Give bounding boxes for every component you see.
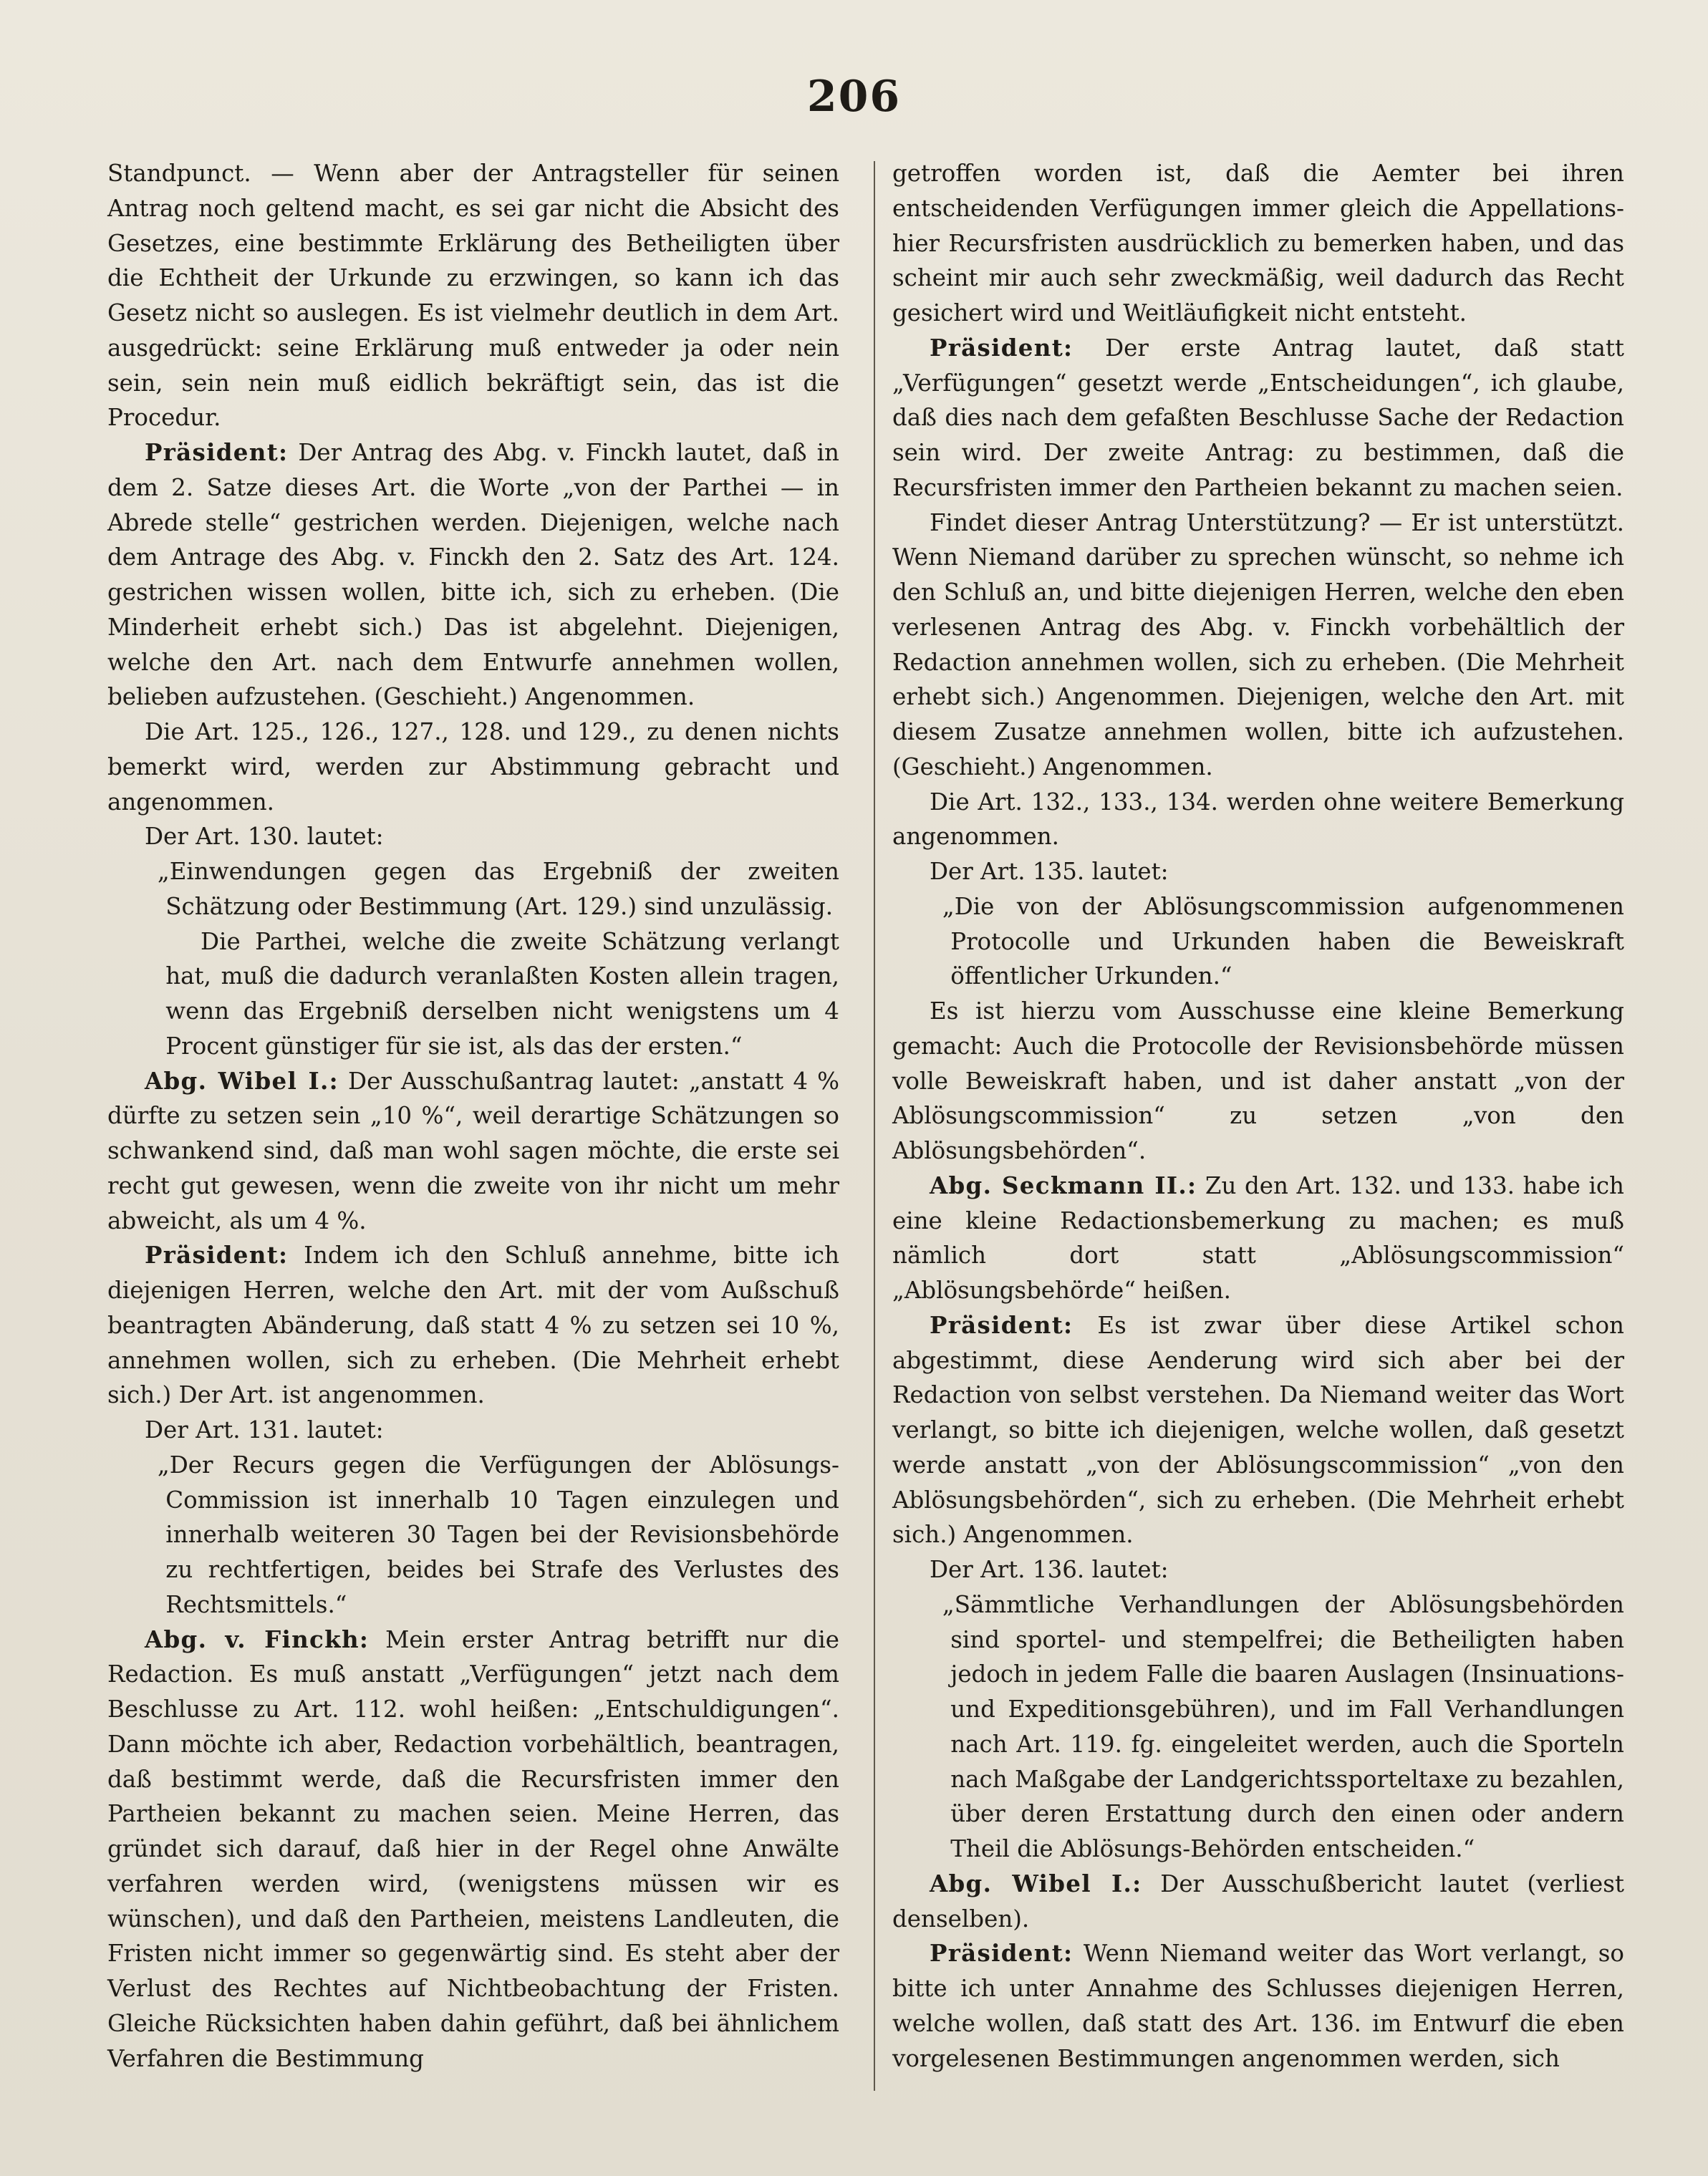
right-column-paragraph	[892, 1169, 1624, 1308]
paragraph-text: Der Antrag des Abg. v. Finckh lautet, daß in dem 2. Satze dieses Art. die Worte „von der Parthei — in Abrede stelle“ gestrichen werden. Diejenigen, welche nach dem Antrage des Abg. v. Finckh den 2. Satz des Art. 124. gestrichen wissen wollen, bitte ich, sich zu erheben. (Die Minderheit erhebt sich.) Das ist abgelehnt. Diejenigen, welche den Art. nach dem Entwurfe annehmen wollen, belieben aufzustehen. (Geschieht.) Angenommen.	[107, 439, 839, 711]
right-column-paragraph	[892, 889, 1624, 994]
paragraph-text: getroffen worden ist, daß die Aemter bei ihren entscheidenden Verfügungen immer gleich die Appellations- hier Recursfristen ausdrücklich zu bemerken haben, und das scheint mir auch sehr zweckmäßig, weil dadurch das Recht gesichert wird und Weitläufigkeit nicht entsteht.	[892, 160, 1624, 327]
left-column-paragraph	[107, 1623, 839, 2076]
speaker-name: Abg. Wibel I.:	[930, 1869, 1142, 1897]
paragraph-text: Der Art. 131. lautet:	[145, 1416, 384, 1444]
paragraph-text: Der Art. 130. lautet:	[145, 823, 384, 851]
column-divider	[874, 161, 875, 2091]
paragraph-text: Indem ich den Schluß annehme, bitte ich diejenigen Herren, welche den Art. mit der vom Außschuß beantragten Abänderung, daß statt 4 % zu setzen sei 10 %, annehmen wollen, sich zu erheben. (Die Mehrheit erhebt sich.) Der Art. ist angenommen.	[107, 1242, 840, 1409]
speaker-name: Abg. Seckmann II.:	[930, 1171, 1197, 1199]
right-column-paragraph	[892, 1867, 1624, 1937]
right-column	[892, 156, 1624, 2076]
paragraph-text: „Sämmtliche Verhandlungen der Ablösungsbehörden sind sportel- und stempelfrei; die Betheiligten haben jedoch in jedem Falle die baaren Auslagen (Insinuations- und Expeditionsgebühren), und im Fall Verhandlungen nach Art. 119. fg. eingeleitet werden, auch die Sporteln nach Maßgabe der Landgerichtssporteltaxe zu bezahlen, über deren Erstattung durch den einen oder andern Theil die Ablösungs-Behörden entscheiden.“	[942, 1590, 1624, 1862]
left-column-paragraph	[107, 854, 839, 924]
left-column-paragraph	[107, 1448, 839, 1623]
paragraph-text: „Der Recurs gegen die Verfügungen der Ablösungs-Commission ist innerhalb 10 Tagen einzulegen und innerhalb weiteren 30 Tagen bei der Revisionsbehörde zu rechtfertigen, beides bei Strafe des Verlustes des Rechtsmittels.“	[157, 1451, 839, 1618]
paragraph-text: Es ist zwar über diese Artikel schon abgestimmt, diese Aenderung wird sich aber bei der Redaction von selbst verstehen. Da Niemand weiter das Wort verlangt, so bitte ich diejenigen, welche wollen, daß gesetzt werde anstatt „von der Ablösungscommission“ „von den Ablösungsbehörden“, sich zu erheben. (Die Mehrheit erhebt sich.) Angenommen.	[892, 1311, 1624, 1549]
page-number: 206	[806, 72, 902, 122]
speaker-name: Abg. Wibel I.:	[145, 1066, 339, 1095]
paragraph-text: Es ist hierzu vom Ausschusse eine kleine Bemerkung gemacht: Auch die Protocolle der Revisionsbehörde müssen volle Beweiskraft haben, und ist daher anstatt „von der Ablösungscommission“ zu setzen „von den Ablösungsbehörden“.	[892, 997, 1624, 1164]
paragraph-text: Wenn Niemand weiter das Wort verlangt, so bitte ich unter Annahme des Schlusses diejenigen Herren, welche wollen, daß statt des Art. 136. im Entwurf die eben vorgelesenen Bestimmungen angenommen werden, sich	[892, 1940, 1624, 2072]
speaker-name: Abg. v. Finckh:	[145, 1625, 370, 1653]
right-column-paragraph	[892, 1552, 1624, 1587]
right-column-paragraph	[892, 156, 1624, 331]
speaker-name: Präsident:	[145, 438, 289, 466]
paragraph-text: Der Art. 135. lautet:	[930, 858, 1169, 885]
speaker-name: Präsident:	[930, 1310, 1073, 1339]
left-column-paragraph	[107, 819, 839, 854]
right-column-paragraph	[892, 854, 1624, 889]
left-column-paragraph	[107, 156, 839, 435]
paragraph-text: Die Parthei, welche die zweite Schätzung verlangt hat, muß die dadurch veranlaßten Kosten allein tragen, wenn das Ergebniß derselben nicht wenigstens um 4 Procent günstiger für sie ist, als das der ersten.“	[165, 927, 839, 1060]
left-column-paragraph	[107, 924, 839, 1064]
paragraph-text: Die Art. 125., 126., 127., 128. und 129., zu denen nichts bemerkt wird, werden zur Abstimmung gebracht und angenommen.	[107, 718, 839, 816]
paragraph-text: Die Art. 132., 133., 134. werden ohne weitere Bemerkung angenommen.	[892, 788, 1624, 851]
right-column-paragraph	[892, 1587, 1624, 1867]
paragraph-text: Zu den Art. 132. und 133. habe ich eine kleine Redactionsbemerkung zu machen; es muß nämlich dort statt „Ablösungscommission“ „Ablösungsbehörde“ heißen.	[892, 1171, 1624, 1304]
right-column-paragraph	[892, 1308, 1624, 1552]
left-column-paragraph	[107, 1064, 839, 1239]
right-column-paragraph	[892, 994, 1624, 1169]
paragraph-text: Standpunct. — Wenn aber der Antragsteller für seinen Antrag noch geltend macht, es sei gar nicht die Absicht des Gesetzes, eine bestimmte Erklärung des Betheiligten über die Echtheit der Urkunde zu erzwingen, so kann ich das Gesetz nicht so auslegen. Es ist vielmehr deutlich in dem Art. ausgedrückt: seine Erklärung muß entweder ja oder nein sein, sein nein muß eidlich bekräftigt sein, das ist die Procedur.	[107, 160, 839, 432]
paragraph-text: „Die von der Ablösungscommission aufgenommenen Protocolle und Urkunden haben die Beweiskraft öffentlicher Urkunden.“	[942, 892, 1624, 990]
left-column-paragraph	[107, 1413, 839, 1448]
speaker-name: Präsident:	[930, 333, 1073, 362]
paragraph-text: Findet dieser Antrag Unterstützung? — Er ist unterstützt. Wenn Niemand darüber zu sprechen wünscht, so nehme ich den Schluß an, und bitte diejenigen Herren, welche den eben verlesenen Antrag des Abg. v. Finckh vorbehältlich der Redaction annehmen wollen, sich zu erheben. (Die Mehrheit erhebt sich.) Angenommen. Diejenigen, welche den Art. mit diesem Zusatze annehmen wollen, bitte ich aufzustehen. (Geschieht.) Angenommen.	[892, 508, 1624, 780]
right-column-paragraph	[892, 1936, 1624, 2076]
left-column-paragraph	[107, 435, 839, 715]
paragraph-text: Der Ausschußantrag lautet: „anstatt 4 % dürfte zu setzen sein „10 %“, weil derartige Schätzungen so schwankend sind, daß man wohl sagen möchte, die erste sei recht gut gewesen, wenn die zweite von ihr nicht um mehr abweicht, als um 4 %.	[107, 1067, 839, 1234]
paragraph-text: Mein erster Antrag betrifft nur die Redaction. Es muß anstatt „Verfügungen“ jetzt nach dem Beschlusse zu Art. 112. wohl heißen: „Entschuldigungen“. Dann möchte ich aber, Redaction vorbehältlich, beantragen, daß bestimmt werde, daß die Recursfristen immer den Partheien bekannt zu machen seien. Meine Herren, das gründet sich darauf, daß hier in der Regel ohne Anwälte verfahren werden wird, (wenigstens müssen wir es wünschen), und daß den Partheien, meistens Landleuten, die Fristen nicht immer so gegenwärtig sind. Es steht aber der Verlust des Rechtes auf Nichtbeobachtung der Fristen. Gleiche Rücksichten haben dahin geführt, daß bei ähnlichem Verfahren die Bestimmung	[107, 1625, 839, 2072]
left-column-paragraph	[107, 1238, 839, 1413]
paragraph-text: Der erste Antrag lautet, daß statt „Verfügungen“ gesetzt werde „Entscheidungen“, ich glaube, daß dies nach dem gefaßten Beschlusse Sache der Redaction sein wird. Der zweite Antrag: zu bestimmen, daß die Recursfristen immer den Partheien bekannt zu machen seien.	[892, 334, 1624, 501]
paragraph-text: Der Ausschußbericht lautet (verliest denselben).	[892, 1870, 1624, 1933]
speaker-name: Präsident:	[930, 1939, 1073, 1968]
left-column-paragraph	[107, 715, 839, 819]
left-column	[107, 156, 839, 2076]
paragraph-text: „Einwendungen gegen das Ergebniß der zweiten Schätzung oder Bestimmung (Art. 129.) sind unzulässig.	[157, 858, 839, 920]
speaker-name: Präsident:	[145, 1241, 289, 1270]
right-column-paragraph	[892, 506, 1624, 785]
right-column-paragraph	[892, 785, 1624, 855]
paragraph-text: Der Art. 136. lautet:	[930, 1556, 1169, 1583]
right-column-paragraph	[892, 331, 1624, 506]
